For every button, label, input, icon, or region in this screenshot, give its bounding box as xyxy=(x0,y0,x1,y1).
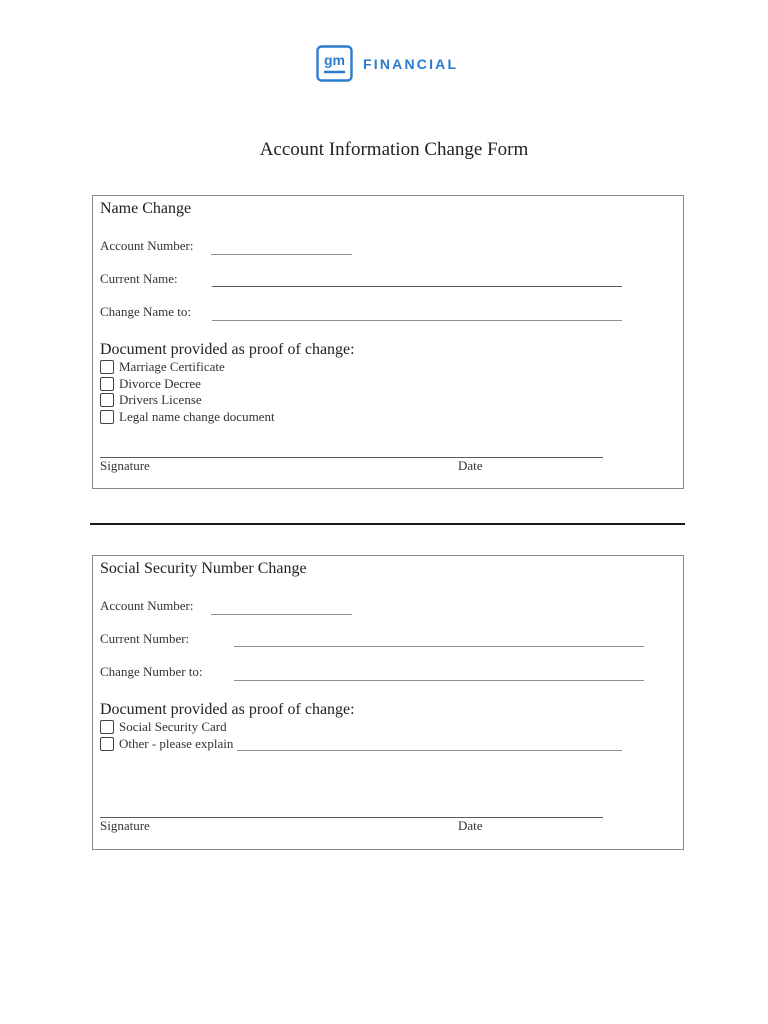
option-label: Social Security Card xyxy=(119,719,227,735)
svg-text:gm: gm xyxy=(324,52,345,68)
date-label: Date xyxy=(458,818,483,833)
gm-logo-icon xyxy=(316,45,353,82)
option-legal-name-change-document[interactable] xyxy=(100,409,275,426)
option-marriage-certificate[interactable] xyxy=(100,359,275,376)
option-drivers-license[interactable] xyxy=(100,392,275,409)
current-number-label: Current Number: xyxy=(100,631,190,646)
proof-options xyxy=(100,359,275,425)
proof-options xyxy=(100,719,622,752)
section-title: Name Change xyxy=(100,200,192,217)
current-name-label: Current Name: xyxy=(100,271,178,286)
account-number-field[interactable] xyxy=(211,614,352,615)
other-explain-field[interactable] xyxy=(237,750,622,751)
section-title: Social Security Number Change xyxy=(100,560,307,577)
current-name-field[interactable] xyxy=(212,286,622,287)
option-label: Drivers License xyxy=(119,392,202,408)
option-label: Divorce Decree xyxy=(119,375,201,391)
signature-line[interactable] xyxy=(100,817,603,818)
proof-label: Document provided as proof of change: xyxy=(100,341,355,358)
option-other[interactable] xyxy=(100,736,622,753)
checkbox[interactable] xyxy=(100,393,114,407)
signature-line[interactable] xyxy=(100,457,603,458)
account-number-field[interactable] xyxy=(211,254,352,255)
change-name-field[interactable] xyxy=(212,320,622,321)
checkbox[interactable] xyxy=(100,360,114,374)
option-social-security-card[interactable] xyxy=(100,719,622,736)
change-number-label: Change Number to: xyxy=(100,664,203,679)
account-number-label: Account Number: xyxy=(100,238,194,253)
checkbox[interactable] xyxy=(100,737,114,751)
gm-financial-logo xyxy=(316,45,458,82)
change-name-label: Change Name to: xyxy=(100,304,191,319)
page-title: Account Information Change Form xyxy=(259,139,529,160)
proof-label: Document provided as proof of change: xyxy=(100,701,355,718)
current-number-field[interactable] xyxy=(234,646,644,647)
name-change-section xyxy=(92,195,684,489)
checkbox[interactable] xyxy=(100,410,114,424)
option-label: Legal name change document xyxy=(119,409,275,425)
brand-name: FINANCIAL xyxy=(363,56,459,72)
signature-label: Signature xyxy=(100,818,150,833)
date-label: Date xyxy=(458,458,483,473)
ssn-change-section xyxy=(92,555,684,850)
checkbox[interactable] xyxy=(100,720,114,734)
checkbox[interactable] xyxy=(100,377,114,391)
change-number-field[interactable] xyxy=(234,680,644,681)
account-number-label: Account Number: xyxy=(100,598,194,613)
section-divider xyxy=(90,523,685,525)
signature-label: Signature xyxy=(100,458,150,473)
option-divorce-decree[interactable] xyxy=(100,376,275,393)
option-label: Marriage Certificate xyxy=(119,359,225,375)
option-label: Other - please explain xyxy=(119,735,234,751)
